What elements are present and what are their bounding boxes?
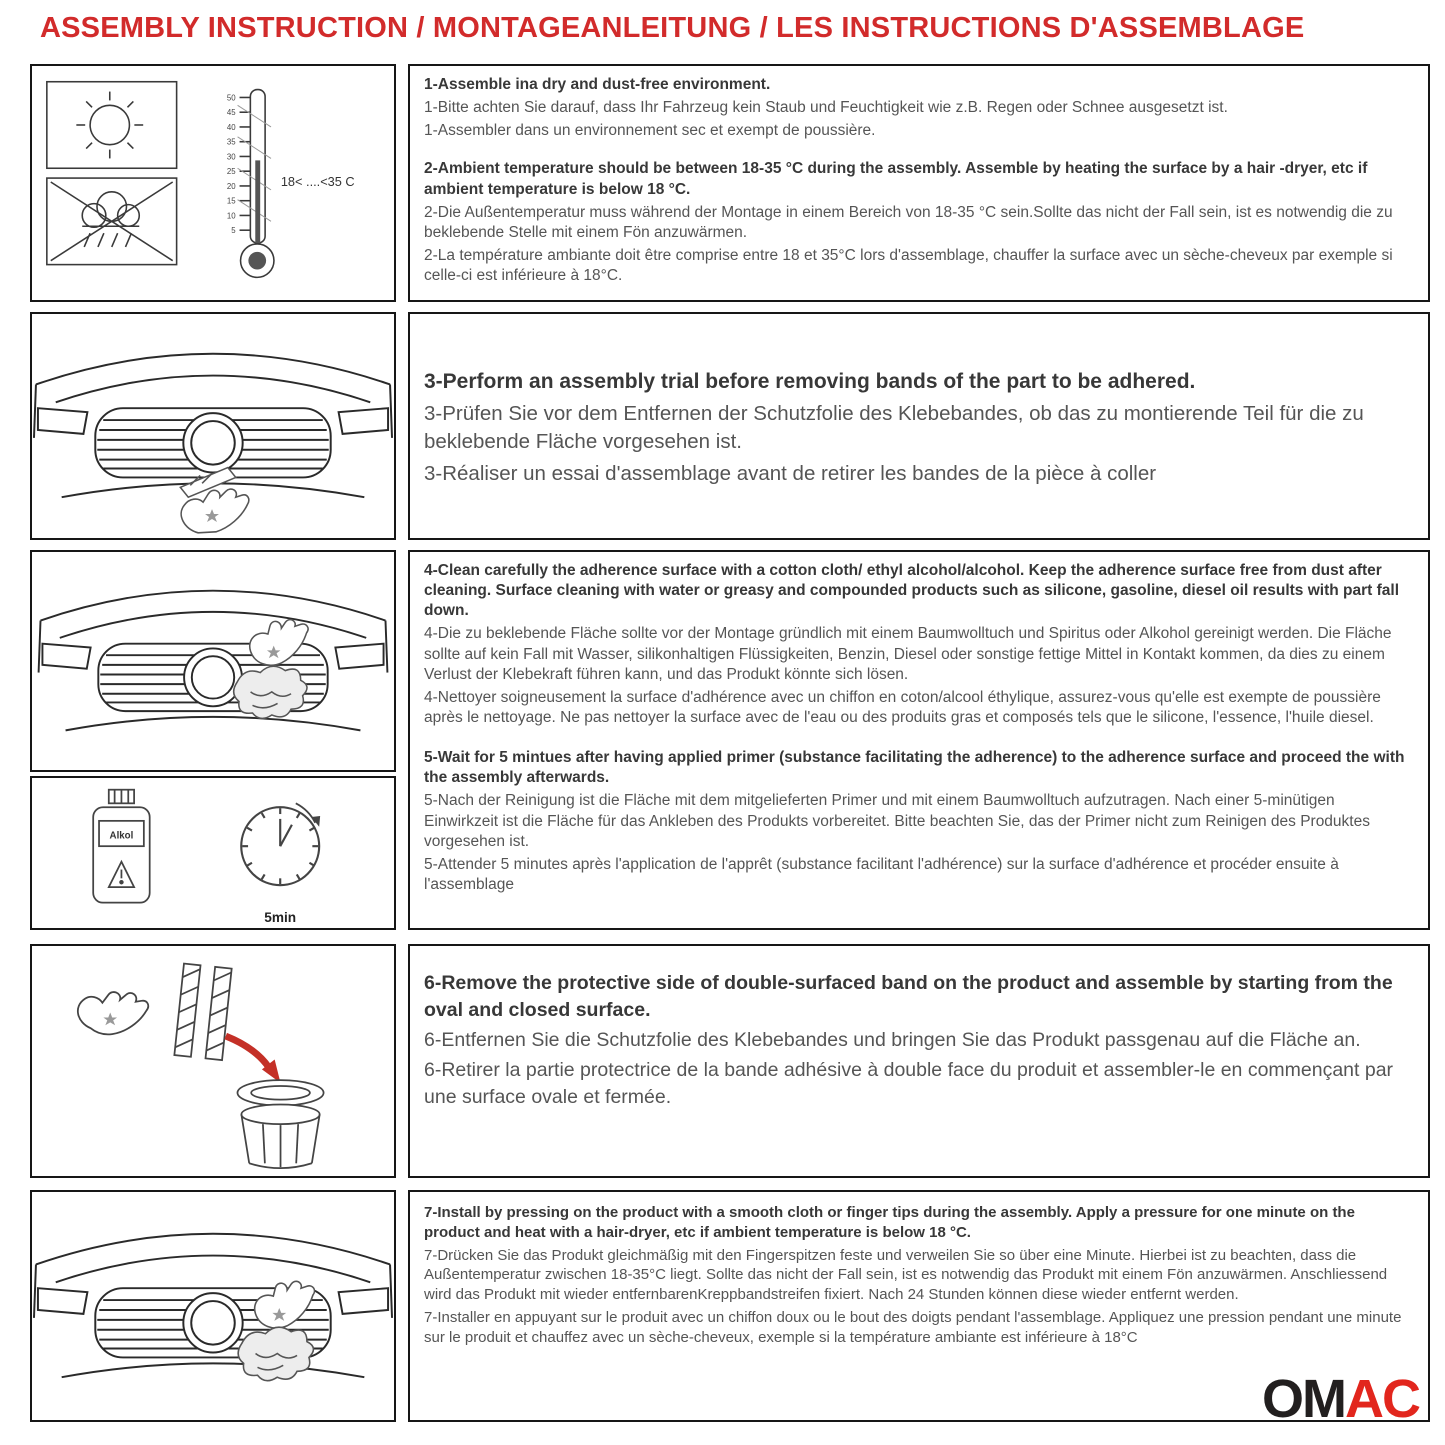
- alcohol-bottle-icon: [93, 790, 149, 903]
- instruction-1-en: 1-Assemble ina dry and dust-free environment.: [424, 76, 771, 93]
- instruction-6-fr: 6-Retirer la partie protectrice de la bande adhésive à double face du produit et assembler-le en commençant par une surface ovale et fermée.: [424, 1058, 1394, 1108]
- cleaning-cloth-icon: [234, 620, 308, 719]
- thermo-scale-35: 35: [226, 137, 236, 147]
- clock-icon: [241, 803, 320, 885]
- alcohol-and-clock-illustration: [32, 778, 394, 928]
- five-minutes-label: 5min: [264, 910, 297, 926]
- omac-logo-red-part: AC: [1345, 1369, 1419, 1429]
- instruction-2-fr: 2-La température ambiante doit être comprise entre 18 et 35°C lors d'assemblage, chauffer la surface avec un sèche-cheveux par exemple si celle-ci est inférieure à 18°C.: [424, 246, 1393, 285]
- thermometer-icon: [227, 90, 355, 278]
- instruction-4-de: 4-Die zu beklebende Fläche sollte vor der Montage gründlich mit einem Baumwolltuch und Spiritus oder Alkohol gereinigt werden. Die Fläche sollte auf kein Fall mit Wasser, silikonhaltigen Flüssigkeiten, Benzin, Diesel oder sonstige fettige Mittel in Kontakt kommen, da dies zu einem Verlust der Klebekraft führen kann, und das Produkt könnte sich lösen.: [424, 625, 1392, 683]
- instruction-4-en: 4-Clean carefully the adherence surface with a cotton cloth/ ethyl alcohol/alcohol. Keep the adherence surface free from dust after cleaning. Surface cleaning with water or greasy and compounded products such as silicone, gasoline, diesel oil results with part fall down.: [424, 562, 1400, 620]
- instruction-5-de: 5-Nach der Reinigung ist die Fläche mit dem mitgelieferten Primer und mit einem Baumwolltuch aufzutragen. Nach einer 5-minütigen Einwirkzeit ist die Fläche für das Ankleben des Produkts vorbereitet. Bitte beachten Sie, das der Primer nicht zum Reinigen des Produktes vorgesehen ist.: [424, 792, 1370, 850]
- thermo-scale-5: 5: [231, 226, 236, 236]
- thermo-scale-40: 40: [226, 122, 236, 132]
- hand-icon: [78, 992, 148, 1034]
- instruction-3-fr: 3-Réaliser un essai d'assemblage avant de retirer les bandes de la pièce à coller: [424, 461, 1157, 485]
- thermo-scale-50: 50: [226, 93, 236, 103]
- instruction-6-box: [408, 944, 1430, 1178]
- car-grille-illustration: [39, 591, 388, 731]
- instruction-7-de: 7-Drücken Sie das Produkt gleichmäßig mit den Fingerspitzen feste und verweilen Sie so über eine Minute. Hierbei ist zu beachten, dass die Außentemperatur zwischen 18-35°C liegt. Sollte das nicht der Fall sein, ist es notwendig das Produkt mit einem Fön anzuwärmen. Anschliessend wird das Produkt mit wieder entfernbarenKreppbandstreifen fixiert. Nach 24 Stunden können diese wieder entfernt werden.: [424, 1246, 1388, 1304]
- instruction-5-fr: 5-Attender 5 minutes après l'application de l'apprêt (substance facilitant l'adhérence) sur la surface d'adhérence et procéder ensuite à l'assemblage: [424, 855, 1339, 893]
- instruction-3-box: [408, 312, 1430, 540]
- cleaning-illustration-box: [30, 550, 396, 772]
- car-grille-trial-illustration: [32, 317, 394, 535]
- instruction-1-de: 1-Bitte achten Sie darauf, dass Ihr Fahrzeug kein Staub und Feuchtigkeit wie z.B. Regen oder Schnee ausgesetzt ist.: [424, 99, 1228, 117]
- adhesive-strips-icon: [174, 964, 231, 1061]
- car-grille-cleaning-illustration: [32, 555, 394, 767]
- instruction-5-en: 5-Wait for 5 mintues after having applied primer (substance facilitating the adherence) to the adherence surface and proceed the with the assembly afterwards.: [424, 749, 1405, 787]
- thermo-scale-25: 25: [226, 167, 236, 177]
- car-grille-pressing-illustration: [32, 1197, 394, 1415]
- pressing-illustration-box: [30, 1190, 396, 1422]
- trash-can-icon: [241, 1105, 319, 1169]
- assembly-trial-illustration-box: [30, 312, 396, 540]
- thermo-scale-15: 15: [226, 196, 236, 206]
- instruction-7-fr: 7-Installer en appuyant sur le produit avec un chiffon doux ou le bout des doigts pendant l'assemblage. Appliquez une pression pendant une minute sur le produit et chauffez avec un sèche-cheveux, exemple si la température ambiante est inférieure à 18°C: [424, 1308, 1402, 1346]
- instruction-2-en: 2-Ambient temperature should be between 18-35 °C during the assembly. Assemble by heating the surface by a hair -dryer, etc if ambient temperature is below 18 °C.: [424, 160, 1368, 198]
- instruction-1-fr: 1-Assembler dans un environnement sec et exempt de poussière.: [424, 122, 876, 140]
- environment-temperature-illustration-box: [30, 64, 396, 302]
- alcohol-wait-illustration-box: [30, 776, 396, 930]
- thermo-scale-45: 45: [226, 108, 236, 118]
- thermo-scale-30: 30: [226, 152, 236, 162]
- instruction-3-en: 3-Perform an assembly trial before removing bands of the part to be adhered.: [424, 370, 1196, 393]
- instruction-7-en: 7-Install by pressing on the product with a smooth cloth or finger tips during the assembly. Apply a pressure for one minute on the product and heat with a hair-dryer, etc if ambient temperature is below 18 °C.: [424, 1204, 1355, 1241]
- instruction-6-de: 6-Entfernen Sie die Schutzfolie des Klebebandes und bringen Sie das Produkt passgenau auf die Fläche an.: [424, 1028, 1361, 1051]
- pressing-hand-icon: [238, 1281, 314, 1380]
- instructions-4-5-box: [408, 550, 1430, 930]
- omac-logo-black-part: OM: [1262, 1369, 1345, 1429]
- instruction-4-fr: 4-Nettoyer soigneusement la surface d'adhérence avec un chiffon en coton/alcool éthylique, assurez-vous qu'elle est exempte de poussière après le nettoyage. Ne pas nettoyer la surface avec de l'eau ou des produits gras et composés tels que le silicone, l'essence, l'huile diesel.: [424, 688, 1381, 726]
- omac-logo: [1262, 1369, 1419, 1429]
- instructions-1-2-box: [408, 64, 1430, 302]
- arrow-down-icon: [226, 1036, 281, 1083]
- temperature-range-label: 18< ....<35 C: [280, 173, 355, 189]
- sun-icon: [47, 82, 177, 169]
- oval-part-icon: [237, 1080, 323, 1105]
- environment-temperature-illustration: [32, 66, 394, 300]
- instruction-2-de: 2-Die Außentemperatur muss während der Montage in einem Bereich von 18-35 °C sein.Sollte das nicht der Fall sein, ist es notwendig die zu beklebende Stelle mit einem Fön anzuwärmen.: [424, 203, 1393, 241]
- band-removal-illustration: [32, 946, 394, 1176]
- instruction-6-en: 6-Remove the protective side of double-surfaced band on the product and assemble by starting from the oval and closed surface.: [424, 972, 1393, 1021]
- thermo-scale-10: 10: [226, 211, 236, 221]
- band-removal-illustration-box: [30, 944, 396, 1178]
- car-grille-illustration: [34, 1234, 392, 1377]
- page-title: ASSEMBLY INSTRUCTION / MONTAGEANLEITUNG / LES INSTRUCTIONS D'ASSEMBLAGE: [40, 12, 1305, 44]
- thermo-scale-20: 20: [226, 181, 236, 191]
- instruction-3-de: 3-Prüfen Sie vor dem Entfernen der Schutzfolie des Klebebandes, ob das zu montierende Teil für die zu beklebende Fläche vorgesehen ist.: [424, 401, 1364, 454]
- no-rain-icon: [47, 178, 177, 265]
- hand-icon: [250, 620, 308, 666]
- alcohol-bottle-label: Alkol: [109, 830, 134, 842]
